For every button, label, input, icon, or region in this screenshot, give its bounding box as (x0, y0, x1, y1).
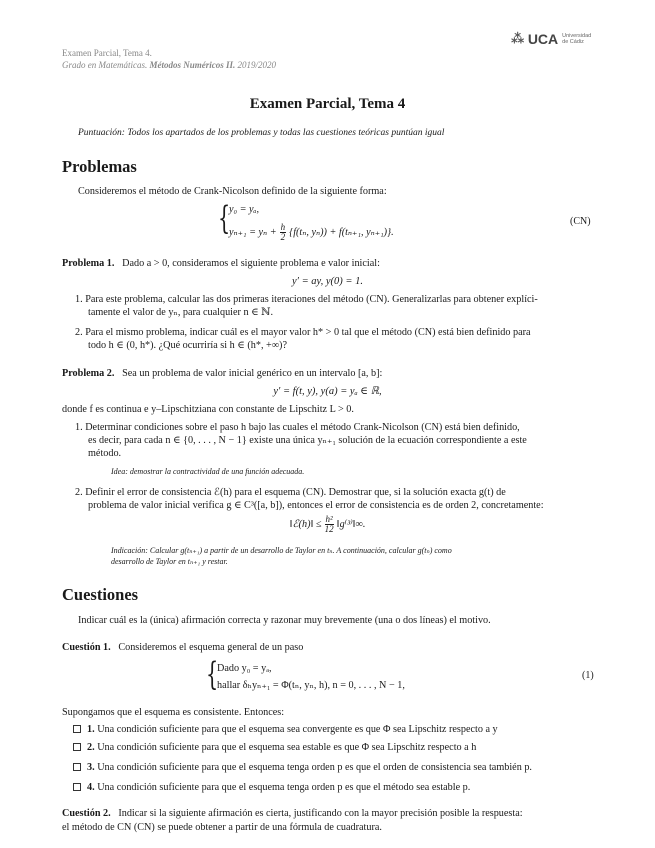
problem-1-text: Dado a > 0, consideramos el siguiente problema e valor inicial: (122, 258, 380, 269)
problem-2-hint-b: desarrollo de Taylor en tₙ₊₁ y restar. (111, 557, 228, 566)
option-3-checkbox[interactable] (73, 763, 81, 771)
logo-sub-2: de Cádiz (562, 39, 584, 45)
option-1-num: 1. (87, 724, 95, 735)
error-bound-lhs: ‖ℰ(h)‖ ≤ (289, 518, 322, 530)
problem-2-item-1b: es decir, para cada n ∈ {0, . . . , N − 1} existe una única yₙ₊₁ solución de la ecuación correspondiente a este (88, 435, 527, 446)
question-2-statement-a (62, 807, 523, 821)
option-2-checkbox[interactable] (73, 743, 81, 751)
header-line-2 (62, 59, 276, 71)
problems-heading: Problemas (62, 157, 137, 176)
scheme-label: (1) (582, 670, 594, 681)
option-2-text: Una condición suficiente para que el esquema sea estable es que Φ sea Lipschitz respecto a h (97, 742, 477, 753)
problems-intro: Consideremos el método de Crank-Nicolson definido de la siguiente forma: (78, 186, 387, 197)
scheme-eq-1: Dado y₀ = yₐ, (217, 663, 272, 674)
header-line-1: Examen Parcial, Tema 4. (62, 48, 152, 58)
option-1-checkbox[interactable] (73, 725, 81, 733)
problem-2-conditions: donde f es continua e y–Lipschitziana con constante de Lipschitz L > 0. (62, 404, 354, 415)
questions-intro: Indicar cuál es la (única) afirmación correcta y razonar muy brevemente (una o dos líneas) el motivo. (78, 615, 491, 626)
option-1-text: Una condición suficiente para que el esquema sea convergente es que Φ sea Lipschitz respecto a y (97, 724, 498, 735)
problem-1-equation: y′ = ay, y(0) = 1. (292, 276, 363, 287)
question-1-text: Consideremos el esquema general de un paso (118, 642, 304, 653)
questions-heading: Cuestiones (62, 585, 139, 604)
problem-2-equation: y′ = f(t, y), y(a) = yₐ ∈ ℝ, (273, 386, 382, 397)
option-4-text: Una condición suficiente para que el esquema tenga orden p es que el método sea estable p. (97, 782, 471, 793)
problem-2-item-1c: método. (88, 448, 122, 459)
option-2-num: 2. (87, 742, 95, 753)
error-frac-den: 12 (324, 524, 334, 534)
option-3-text: Una condición suficiente para que el esquema tenga orden p es que el orden de consistencia sea también p. (97, 762, 532, 773)
option-1[interactable] (73, 724, 498, 735)
option-2[interactable] (73, 742, 476, 753)
problem-1-item-2a: 2. Para el mismo problema, indicar cuál es el mayor valor h* > 0 tal que el método (CN) está bien definido para (75, 327, 531, 338)
problem-2-item-2b: problema de valor inicial verifica g ∈ C³([a, b]), entonces el error de consistencia es de orden 2, concretamente: (88, 500, 544, 511)
cn-eq-1: y₀ = yₐ, (229, 204, 260, 215)
error-frac-num: h² (325, 514, 333, 524)
problem-2-statement (62, 367, 382, 381)
page-title: Examen Parcial, Tema 4 (249, 96, 406, 112)
problem-2-error-bound (0, 515, 655, 534)
problem-1-label: Problema 1. (62, 258, 115, 269)
option-3[interactable] (73, 762, 532, 773)
problem-2-hint-a: Indicación: Calcular g(tₙ₊₁) a partir de un desarrollo de Taylor en tₙ. A continuación, calcular g(tₙ) como (111, 546, 452, 555)
error-bound-fraction (325, 515, 334, 534)
logo-subtitle (562, 33, 591, 45)
question-2-label: Cuestión 2. (62, 808, 111, 819)
question-1-label: Cuestión 1. (62, 642, 111, 653)
header-degree: Grado en Matemáticas. (62, 60, 148, 70)
problem-1-statement (62, 257, 380, 271)
cn-frac-num: h (280, 222, 286, 232)
logo-sub-1: Universidad (562, 33, 592, 39)
system-brace: { (218, 199, 231, 237)
scoring-note: Puntuación: Todos los apartados de los problemas y todas las cuestiones teóricas puntúan igual (78, 128, 445, 138)
problem-2-idea: Idea: demostrar la contractividad de una función adecuada. (111, 467, 305, 476)
problem-1-item-1b: tamente el valor de yₙ, para cualquier n ∈ ℕ. (88, 307, 274, 318)
cn-eq-2-rhs: {f(tₙ, yₙ)) + f(tₙ₊₁, yₙ₊₁)}. (289, 226, 394, 238)
cn-label: (CN) (570, 216, 591, 227)
option-4[interactable] (73, 782, 470, 793)
cn-eq-2-fraction (280, 223, 287, 242)
option-4-num: 4. (87, 782, 95, 793)
problem-2-item-2a: 2. Definir el error de consistencia ℰ(h) para el esquema (CN). Demostrar que, si la solución exacta g(t) de (75, 487, 506, 498)
problem-2-item-1a: 1. Determinar condiciones sobre el paso h bajo las cuales el método Crank-Nicolson (CN) está bien definido, (75, 422, 520, 433)
error-bound-rhs: ‖g⁽³⁾‖∞. (336, 518, 366, 530)
cn-frac-den: 2 (280, 232, 286, 242)
header-course: Métodos Numéricos II. (149, 60, 236, 70)
uca-logo (511, 31, 591, 47)
scheme-eq-2: hallar δₕyₙ₊₁ = Φ(tₙ, yₙ, h), n = 0, . . . , N − 1, (217, 680, 405, 691)
question-1-assumption: Supongamos que el esquema es consistente. Entonces: (62, 707, 285, 718)
logo-text: UCA (527, 31, 559, 47)
question-2-text-a: Indicar si la siguiente afirmación es cierta, justificando con la mayor precisión posible la respuesta: (118, 808, 523, 819)
option-3-num: 3. (87, 762, 95, 773)
problem-1-item-2b: todo h ∈ (0, h*). ¿Qué ocurriría si h ∈ (h*, +∞)? (88, 340, 287, 351)
header-year: 2019/2020 (237, 60, 277, 70)
cn-eq-2-lhs: yₙ₊₁ = yₙ + (229, 226, 277, 238)
question-2-statement-b: el método de CN (CN) se puede obtener a partir de una fórmula de cuadratura. (62, 822, 382, 833)
page-header (62, 47, 276, 71)
cn-eq-2 (229, 223, 394, 242)
scheme-brace: { (206, 655, 219, 693)
problem-1-item-1a: 1. Para este problema, calcular las dos primeras iteraciones del método (CN). Generalizarlas para obtener explíci- (75, 294, 538, 305)
problem-2-label: Problema 2. (62, 368, 115, 379)
logo-mark-icon: ⁂ (511, 31, 524, 47)
problem-2-text: Sea un problema de valor inicial genérico en un intervalo [a, b]: (122, 368, 383, 379)
question-1-statement (62, 641, 303, 655)
option-4-checkbox[interactable] (73, 783, 81, 791)
